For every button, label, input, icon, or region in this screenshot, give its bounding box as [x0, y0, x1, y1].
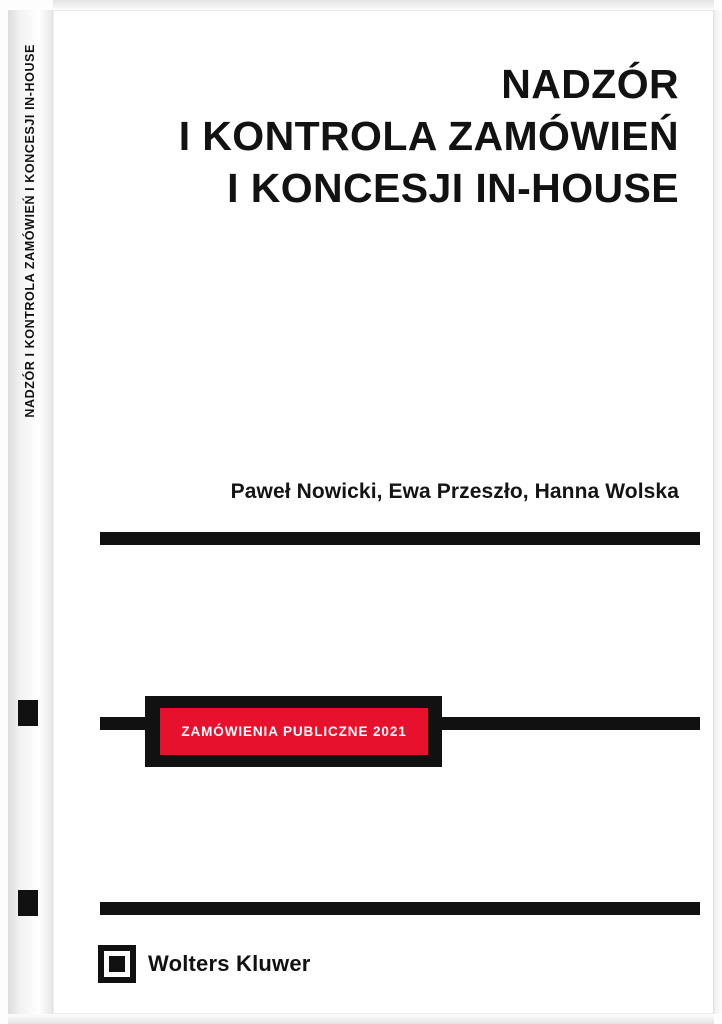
cover-top-shadow — [53, 0, 714, 11]
publisher-logo — [98, 945, 311, 983]
title-line-1: NADZÓR — [501, 61, 679, 107]
wolters-kluwer-mark-icon — [98, 945, 136, 983]
divider-bottom — [100, 902, 700, 915]
title-line-3: I KONCESJI IN-HOUSE — [227, 165, 679, 212]
spine-title: NADZÓR I KONTROLA ZAMÓWIEŃ I KONCESJI IN-HOUSE — [23, 44, 37, 418]
series-badge-label: ZAMÓWIENIA PUBLICZNE 2021 — [181, 724, 407, 739]
spine-accent-bar-upper — [18, 700, 38, 726]
cover-edge-shadow — [713, 10, 722, 1014]
author-names: Paweł Nowicki, Ewa Przeszło, Hanna Wolska — [230, 480, 679, 503]
series-badge — [160, 708, 428, 755]
book-spine — [8, 10, 53, 1014]
divider-under-authors — [100, 532, 700, 545]
spine-accent-bar-lower — [18, 890, 38, 916]
title-line-2: I KONTROLA ZAMÓWIEŃ — [178, 113, 679, 160]
cover-bottom-shadow — [8, 1014, 714, 1024]
book-title — [79, 58, 679, 214]
front-cover — [53, 10, 714, 1014]
publisher-name: Wolters Kluwer — [148, 951, 311, 976]
